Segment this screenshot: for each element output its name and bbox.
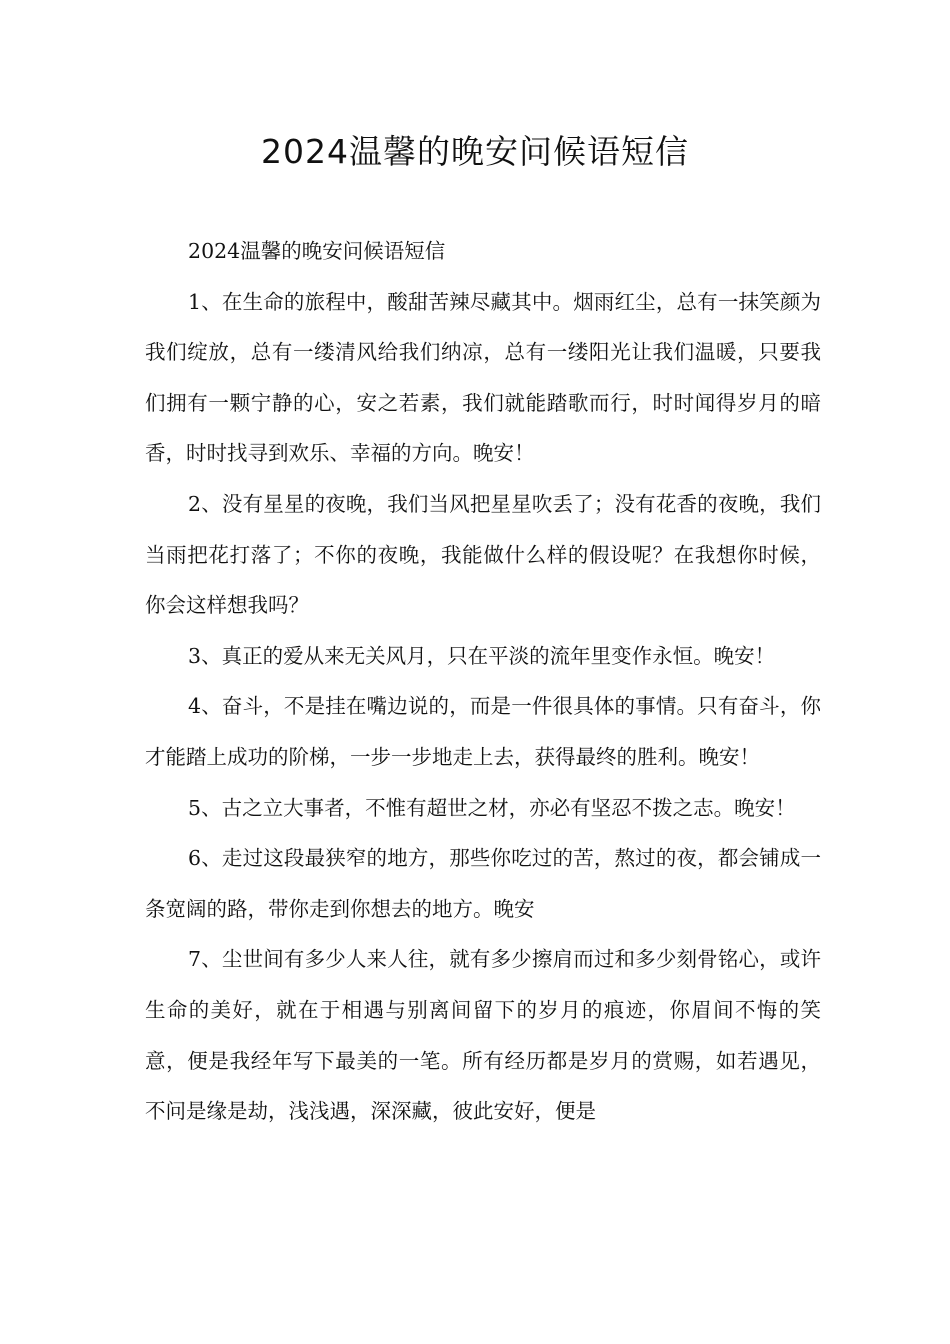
document-body	[145, 226, 821, 1137]
subtitle-paragraph: 2024温馨的晚安问候语短信	[188, 239, 446, 263]
paragraph-2: 2、没有星星的夜晚，我们当风把星星吹丢了；没有花香的夜晚，我们当雨把花打落了；不你的夜晚，我能做什么样的假设呢？在我想你时候，你会这样想我吗？	[145, 491, 821, 618]
paragraph-6: 6、走过这段最狭窄的地方，那些你吃过的苦，熬过的夜，都会铺成一条宽阔的路，带你走到你想去的地方。晚安	[145, 846, 821, 921]
paragraph-7: 7、尘世间有多少人来人往，就有多少擦肩而过和多少刻骨铭心，或许生命的美好，就在于相遇与别离间留下的岁月的痕迹，你眉间不悔的笑意，便是我经年写下最美的一笔。所有经历都是岁月的赏赐，如若遇见，不问是缘是劫，浅浅遇，深深藏，彼此安好，便是	[145, 947, 821, 1124]
document-title: 2024温馨的晚安问候语短信	[261, 132, 689, 171]
paragraph-1: 1、在生命的旅程中，酸甜苦辣尽藏其中。烟雨红尘，总有一抹笑颜为我们绽放，总有一缕清风给我们纳凉，总有一缕阳光让我们温暖，只要我们拥有一颗宁静的心，安之若素，我们就能踏歌而行，时时闻得岁月的暗香，时时找寻到欢乐、幸福的方向。晚安！	[145, 289, 821, 466]
paragraph-4: 4、奋斗，不是挂在嘴边说的，而是一件很具体的事情。只有奋斗，你才能踏上成功的阶梯，一步一步地走上去，获得最终的胜利。晚安！	[145, 694, 821, 769]
paragraph-3: 3、真正的爱从来无关风月，只在平淡的流年里变作永恒。晚安！	[188, 643, 776, 668]
paragraph-5: 5、古之立大事者，不惟有超世之材，亦必有坚忍不拨之志。晚安！	[188, 795, 796, 820]
